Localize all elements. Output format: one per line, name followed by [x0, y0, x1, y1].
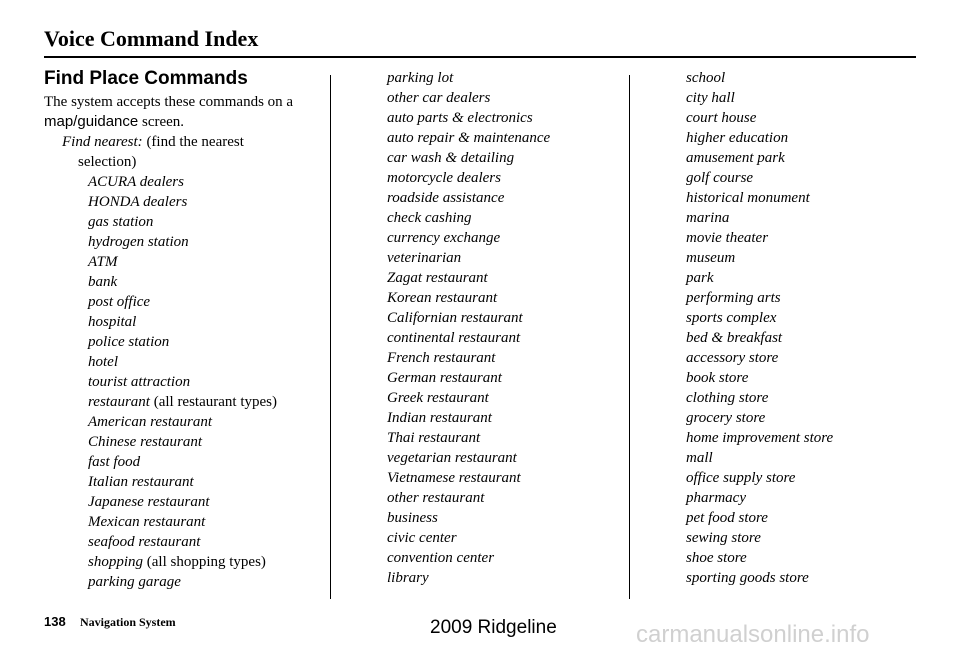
command-item [88, 392, 324, 412]
command-item [686, 68, 926, 88]
command-text: mall [686, 450, 713, 466]
command-text: French restaurant [387, 350, 496, 366]
command-item [88, 432, 324, 452]
model-watermark: 2009 Ridgeline [430, 617, 557, 638]
command-note: (all shopping types) [143, 554, 266, 570]
command-text: golf course [686, 170, 754, 186]
command-item [686, 88, 926, 108]
find-nearest-intro [44, 132, 324, 172]
command-text: higher education [686, 130, 789, 146]
command-text: Korean restaurant [387, 290, 498, 306]
command-item [686, 448, 926, 468]
command-text: veterinarian [387, 250, 462, 266]
command-item [686, 288, 926, 308]
command-item [686, 388, 926, 408]
command-text: auto repair & maintenance [387, 130, 551, 146]
command-text: hydrogen station [88, 234, 189, 250]
command-text: school [686, 70, 726, 86]
command-text: parking lot [387, 70, 454, 86]
command-item [88, 292, 324, 312]
column-divider [330, 75, 331, 599]
command-item [88, 372, 324, 392]
command-item [88, 172, 324, 192]
command-item [686, 548, 926, 568]
command-text: American restaurant [88, 414, 213, 430]
command-item [387, 188, 623, 208]
command-item [387, 368, 623, 388]
command-text: gas station [88, 214, 154, 230]
command-text: vegetarian restaurant [387, 450, 517, 466]
command-item [686, 508, 926, 528]
command-item [88, 492, 324, 512]
command-item [88, 572, 324, 592]
command-item [387, 68, 623, 88]
command-text: city hall [686, 90, 735, 106]
command-text: Indian restaurant [387, 410, 492, 426]
command-item [88, 472, 324, 492]
command-item [686, 208, 926, 228]
command-text: Zagat restaurant [387, 270, 488, 286]
footer-title: Navigation System [80, 615, 176, 629]
command-item [686, 348, 926, 368]
command-item [686, 188, 926, 208]
command-item [686, 408, 926, 428]
command-text: office supply store [686, 470, 796, 486]
command-text: pharmacy [686, 490, 746, 506]
command-text: shoe store [686, 550, 747, 566]
command-text: Californian restaurant [387, 310, 523, 326]
command-item [686, 428, 926, 448]
command-text: Japanese restaurant [88, 494, 210, 510]
command-item [88, 252, 324, 272]
command-item [387, 488, 623, 508]
command-item [686, 268, 926, 288]
command-text: currency exchange [387, 230, 501, 246]
command-item [387, 448, 623, 468]
command-item [88, 352, 324, 372]
command-text: police station [88, 334, 170, 350]
command-item [88, 272, 324, 292]
command-item [387, 288, 623, 308]
command-text: court house [686, 110, 757, 126]
column-1 [44, 68, 324, 592]
command-text: Chinese restaurant [88, 434, 203, 450]
find-nearest-note: (find the nearest [142, 134, 244, 150]
command-item [88, 332, 324, 352]
command-text: bank [88, 274, 118, 290]
command-item [387, 228, 623, 248]
command-text: bed & breakfast [686, 330, 783, 346]
command-item [387, 248, 623, 268]
command-text: HONDA dealers [88, 194, 188, 210]
command-text: Vietnamese restaurant [387, 470, 521, 486]
command-text: Thai restaurant [387, 430, 481, 446]
command-text: other car dealers [387, 90, 491, 106]
command-item [686, 488, 926, 508]
command-item [686, 108, 926, 128]
command-text: other restaurant [387, 490, 485, 506]
intro-text-end: screen. [138, 114, 185, 130]
command-text: ATM [88, 254, 118, 270]
command-text: sewing store [686, 530, 761, 546]
command-item [387, 268, 623, 288]
command-item [88, 452, 324, 472]
command-item [88, 232, 324, 252]
command-text: convention center [387, 550, 495, 566]
command-text: clothing store [686, 390, 769, 406]
column-2 [387, 68, 623, 588]
command-text: check cashing [387, 210, 472, 226]
command-item [88, 212, 324, 232]
command-item [387, 168, 623, 188]
page-title: Voice Command Index [44, 26, 259, 51]
command-item [387, 388, 623, 408]
find-nearest-label: Find nearest: [62, 134, 143, 150]
command-text: museum [686, 250, 736, 266]
command-text: seafood restaurant [88, 534, 201, 550]
command-text: library [387, 570, 429, 586]
command-item [686, 368, 926, 388]
command-text: home improvement store [686, 430, 834, 446]
command-text: business [387, 510, 438, 526]
command-item [88, 532, 324, 552]
command-item [686, 328, 926, 348]
command-text: pet food store [686, 510, 768, 526]
command-item [387, 528, 623, 548]
command-item [387, 308, 623, 328]
section-intro [44, 92, 324, 132]
command-text: grocery store [686, 410, 766, 426]
command-text: amusement park [686, 150, 785, 166]
command-text: tourist attraction [88, 374, 191, 390]
command-item [387, 128, 623, 148]
command-text: performing arts [686, 290, 781, 306]
command-text: sports complex [686, 310, 777, 326]
command-item [686, 568, 926, 588]
find-nearest-note-cont: selection) [78, 154, 137, 170]
command-item [387, 508, 623, 528]
command-item [686, 528, 926, 548]
command-item [686, 248, 926, 268]
command-item [686, 148, 926, 168]
command-text: Mexican restaurant [88, 514, 206, 530]
command-text: car wash & detailing [387, 150, 515, 166]
command-text: shopping [88, 554, 144, 570]
command-text: civic center [387, 530, 457, 546]
command-item [686, 128, 926, 148]
command-text: historical monument [686, 190, 810, 206]
command-text: ACURA dealers [88, 174, 184, 190]
command-text: motorcycle dealers [387, 170, 501, 186]
command-text: book store [686, 370, 749, 386]
command-item [387, 428, 623, 448]
title-rule [44, 56, 916, 58]
command-text: German restaurant [387, 370, 502, 386]
command-item [387, 468, 623, 488]
column-divider [629, 75, 630, 599]
intro-text: The system accepts these commands on a [44, 94, 294, 110]
command-item [88, 412, 324, 432]
command-text: hotel [88, 354, 118, 370]
site-watermark: carmanualsonline.info [636, 621, 870, 648]
command-item [686, 468, 926, 488]
command-note: (all restaurant types) [149, 394, 277, 410]
command-text: roadside assistance [387, 190, 505, 206]
section-heading: Find Place Commands [44, 68, 248, 89]
command-item [686, 168, 926, 188]
command-item [387, 408, 623, 428]
command-item [387, 88, 623, 108]
command-item [387, 328, 623, 348]
intro-screen-name: map/guidance [44, 113, 139, 130]
command-item [387, 208, 623, 228]
command-item [387, 348, 623, 368]
command-text: fast food [88, 454, 141, 470]
command-item [387, 148, 623, 168]
command-text: Greek restaurant [387, 390, 489, 406]
command-text: accessory store [686, 350, 779, 366]
command-text: post office [88, 294, 151, 310]
command-text: hospital [88, 314, 137, 330]
command-text: marina [686, 210, 730, 226]
command-item [686, 308, 926, 328]
command-item [88, 192, 324, 212]
command-text: sporting goods store [686, 570, 809, 586]
command-item [387, 568, 623, 588]
command-text: park [686, 270, 714, 286]
column-3 [686, 68, 926, 588]
command-item [387, 548, 623, 568]
command-text: restaurant [88, 394, 150, 410]
command-text: parking garage [88, 574, 181, 590]
command-list [44, 172, 324, 592]
command-item [88, 312, 324, 332]
command-text: continental restaurant [387, 330, 521, 346]
command-item [686, 228, 926, 248]
command-item [88, 552, 324, 572]
page-number: 138 [44, 614, 66, 629]
command-list [686, 68, 926, 588]
command-text: Italian restaurant [88, 474, 194, 490]
command-text: movie theater [686, 230, 769, 246]
command-item [88, 512, 324, 532]
command-list [387, 68, 623, 588]
command-text: auto parts & electronics [387, 110, 533, 126]
command-item [387, 108, 623, 128]
